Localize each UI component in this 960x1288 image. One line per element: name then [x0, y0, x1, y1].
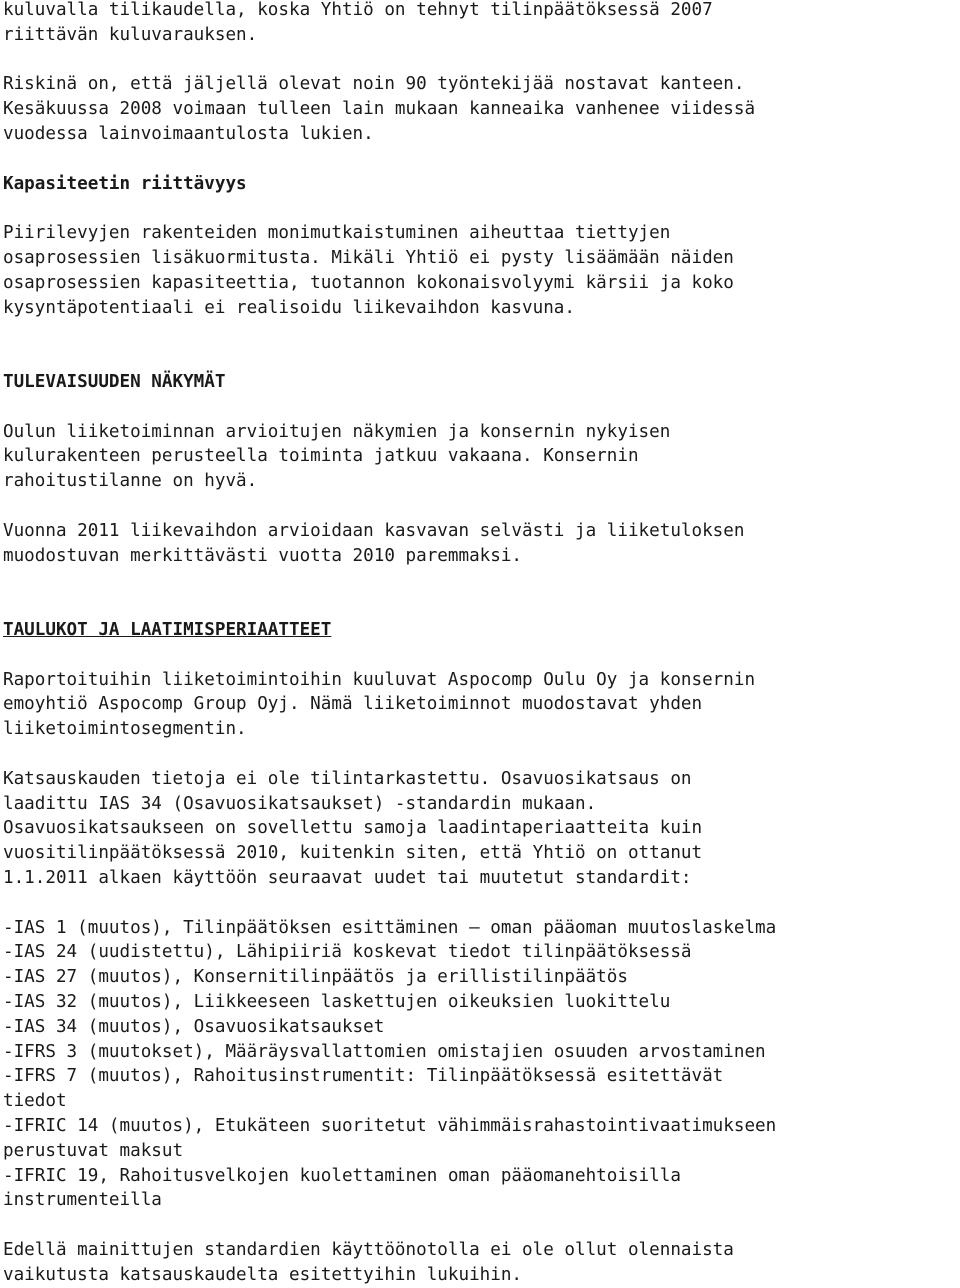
text-line: osaprosessien lisäkuormitusta. Mikäli Yhtiö ei pysty lisäämään näiden — [3, 248, 734, 268]
text-line: Vuonna 2011 liikevaihdon arvioidaan kasvavan selvästi ja liiketuloksen — [3, 520, 745, 541]
section-heading: Kapasiteetin riittävyys — [3, 173, 247, 194]
text-line: kuluvalla tilikaudella, koska Yhtiö on tehnyt tilinpäätöksessä 2007 — [3, 0, 713, 20]
text-line: Kesäkuussa 2008 voimaan tulleen lain mukaan kanneaika vanhenee viidessä — [3, 99, 756, 120]
text-line: 1.1.2011 alkaen käyttöön seuraavat uudet tai muutetut standardit: — [3, 868, 692, 888]
text-line: Edellä mainittujen standardien käyttöönotolla ei ole ollut olennaista — [3, 1240, 734, 1260]
text-line: kysyntäpotentiaali ei realisoidu liikevaihdon kasvuna. — [3, 297, 575, 318]
text-line: perustuvat maksut — [3, 1140, 184, 1161]
text-line: -IAS 32 (muutos), Liikkeeseen laskettujen oikeuksien luokittelu — [3, 992, 671, 1012]
section-heading: TULEVAISUUDEN NÄKYMÄT — [3, 372, 226, 392]
text-line: instrumenteilla — [3, 1190, 162, 1211]
text-line: rahoitustilanne on hyvä. — [3, 471, 258, 492]
text-line: Oulun liiketoiminnan arvioitujen näkymien ja konsernin nykyisen — [3, 421, 671, 442]
text-line: liiketoimintosegmentin. — [3, 719, 247, 740]
text-line: Osavuosikatsaukseen on sovellettu samoja laadintaperiaatteita kuin — [3, 818, 703, 839]
text-line: -IFRS 3 (muutokset), Määräysvallattomien omistajien osuuden arvostaminen — [3, 1041, 766, 1062]
text-line: muodostuvan merkittävästi vuotta 2010 paremmaksi. — [3, 545, 523, 566]
text-line: Riskinä on, että jäljellä olevat noin 90 työntekijää nostavat kanteen. — [3, 74, 745, 95]
text-line: Katsauskauden tietoja ei ole tilintarkastettu. Osavuosikatsaus on — [3, 768, 692, 789]
text-line: osaprosessien kapasiteettia, tuotannon kokonaisvolyymi kärsii ja koko — [3, 272, 734, 293]
text-line: -IFRS 7 (muutos), Rahoitusinstrumentit: Tilinpäätöksessä esitettävät — [3, 1066, 724, 1087]
text-line: laadittu IAS 34 (Osavuosikatsaukset) -standardin mukaan. — [3, 793, 597, 814]
text-line: -IFRIC 19, Rahoitusvelkojen kuolettaminen oman pääomanehtoisilla — [3, 1165, 681, 1186]
section-heading: TAULUKOT JA LAATIMISPERIAATTEET — [3, 620, 332, 640]
text-line: emoyhtiö Aspocomp Group Oyj. Nämä liiketoiminnot muodostavat yhden — [3, 694, 703, 715]
text-line: kulurakenteen perusteella toiminta jatkuu vakaana. Konsernin — [3, 446, 639, 467]
text-line: vuositilinpäätöksessä 2010, kuitenkin siten, että Yhtiö on ottanut — [3, 843, 703, 864]
text-line: -IAS 1 (muutos), Tilinpäätöksen esittäminen – oman pääoman muutoslaskelma — [3, 917, 777, 938]
text-line: tiedot — [3, 1091, 67, 1112]
text-line: Piirilevyjen rakenteiden monimutkaistuminen aiheuttaa tiettyjen — [3, 223, 671, 244]
text-line: -IAS 27 (muutos), Konsernitilinpäätös ja erillistilinpäätös — [3, 967, 628, 988]
text-line: Raportoituihin liiketoimintoihin kuuluvat Aspocomp Oulu Oy ja konsernin — [3, 669, 756, 690]
text-line: riittävän kuluvarauksen. — [3, 24, 258, 45]
text-line: -IAS 34 (muutos), Osavuosikatsaukset — [3, 1016, 385, 1037]
text-line: vaikutusta katsauskaudelta esitettyihin lukuihin. — [3, 1264, 523, 1285]
text-line: -IAS 24 (uudistettu), Lähipiiriä koskevat tiedot tilinpäätöksessä — [3, 942, 692, 963]
text-line: vuodessa lainvoimaantulosta lukien. — [3, 124, 374, 144]
text-line: -IFRIC 14 (muutos), Etukäteen suoritetut vähimmäisrahastointivaatimukseen — [3, 1116, 777, 1136]
